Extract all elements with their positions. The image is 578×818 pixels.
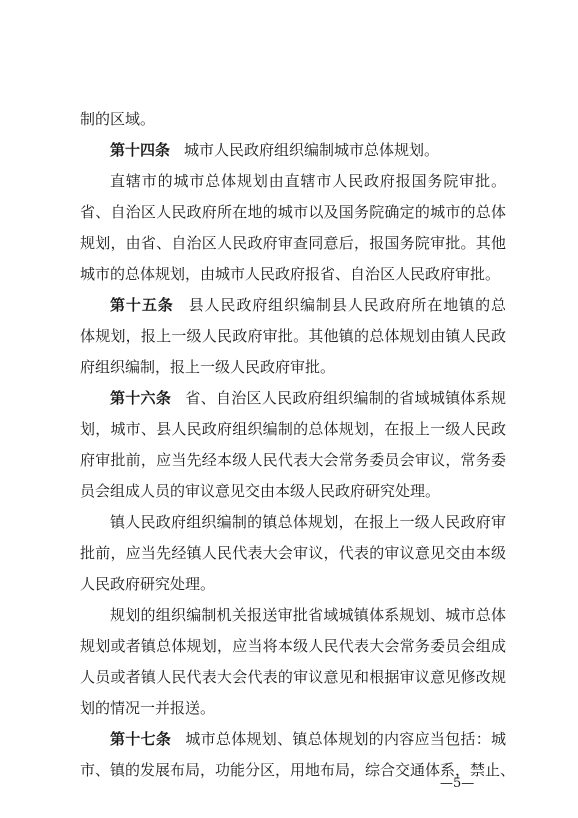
line-text: 员会组成人员的审议意见交由本级人民政府研究处理。 (80, 482, 441, 500)
line-text: 体规划，报上一级人民政府审批。其他镇的总体规划由镇人民政 (80, 327, 506, 345)
text-line (80, 290, 506, 321)
text-line (80, 507, 506, 538)
line-text: 城市人民政府组织编制城市总体规划。 (184, 141, 440, 159)
text-line (80, 383, 506, 414)
line-text: 批前，应当先经镇人民代表大会审议，代表的审议意见交由本级 (80, 544, 506, 562)
text-line (80, 445, 506, 476)
line-text: 划的情况一并报送。 (80, 699, 216, 717)
line-text: 县人民政府组织编制县人民政府所在地镇的总 (187, 296, 506, 314)
article-heading: 第十六条 (110, 389, 172, 407)
text-line (80, 414, 506, 445)
text-line (80, 724, 506, 755)
line-text: 人民政府研究处理。 (80, 575, 216, 593)
text-line (80, 352, 506, 383)
line-text: 镇人民政府组织编制的镇总体规划，在报上一级人民政府审 (110, 513, 506, 531)
text-line (80, 259, 506, 290)
article-heading: 第十七条 (110, 730, 172, 748)
text-line (80, 693, 506, 724)
article-heading: 第十五条 (110, 296, 174, 314)
line-text: 省、自治区人民政府所在地的城市以及国务院确定的城市的总体 (80, 203, 506, 221)
line-text: 规划，由省、自治区人民政府审查同意后，报国务院审批。其他 (80, 234, 506, 252)
line-text: 直辖市的城市总体规划由直辖市人民政府报国务院审批。 (110, 172, 506, 190)
body-text (80, 104, 516, 786)
text-line (80, 166, 506, 197)
text-line (80, 321, 506, 352)
line-text: 规划或者镇总体规划，应当将本级人民代表大会常务委员会组成 (80, 637, 506, 655)
line-text: 省、自治区人民政府组织编制的省域城镇体系规 (185, 389, 506, 407)
line-text: 城市总体规划、镇总体规划的内容应当包括：城 (185, 730, 506, 748)
text-line (80, 104, 506, 135)
line-text: 人员或者镇人民代表大会代表的审议意见和根据审议意见修改规 (80, 668, 506, 686)
text-line (80, 197, 506, 228)
text-line (80, 631, 506, 662)
line-text: 市、镇的发展布局，功能分区，用地布局，综合交通体系，禁止、 (80, 761, 516, 779)
line-text: 府组织编制，报上一级人民政府审批。 (80, 358, 336, 376)
text-line (80, 538, 506, 569)
article-heading: 第十四条 (110, 141, 171, 159)
text-line (80, 476, 506, 507)
line-text: 城市的总体规划，由城市人民政府报省、自治区人民政府审批。 (80, 265, 501, 283)
page-number: —5— (440, 776, 475, 791)
line-text: 规划的组织编制机关报送审批省域城镇体系规划、城市总体 (110, 606, 506, 624)
line-text: 府审批前，应当先经本级人民代表大会常务委员会审议，常务委 (80, 451, 506, 469)
text-line (80, 228, 506, 259)
text-line (80, 662, 506, 693)
text-line (80, 135, 506, 166)
line-text: 划，城市、县人民政府组织编制的总体规划，在报上一级人民政 (80, 420, 506, 438)
line-text: 制的区域。 (80, 110, 156, 128)
text-line (80, 600, 506, 631)
text-line (80, 569, 506, 600)
